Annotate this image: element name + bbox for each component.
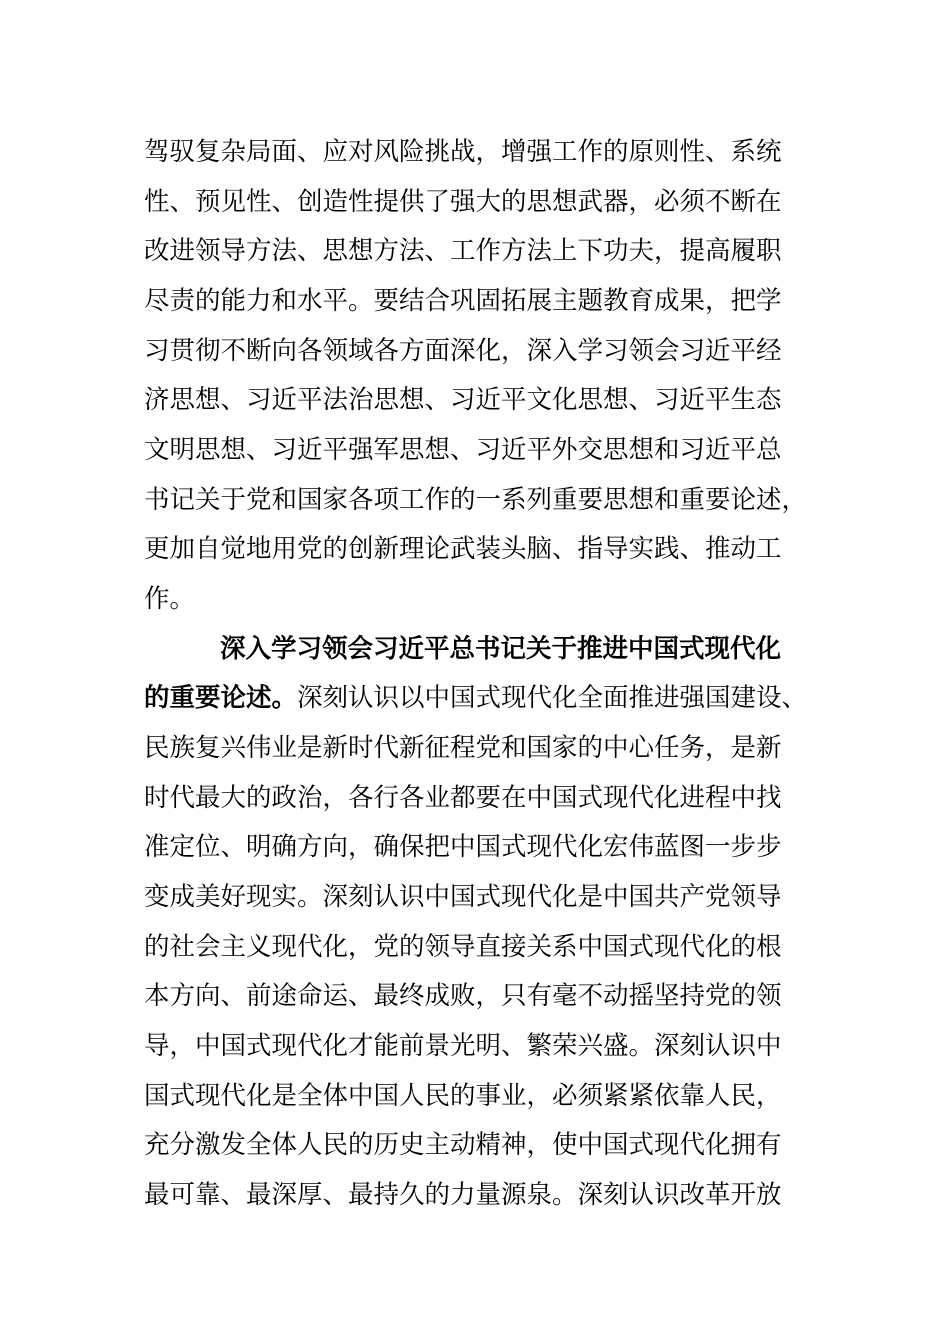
paragraph-line: 济思想、习近平法治思想、习近平文化思想、习近平生态 (144, 385, 782, 415)
paragraph-line-mixed (144, 680, 807, 716)
paragraph-line: 本方向、前途命运、最终成败，只有毫不动摇坚持党的领 (144, 981, 782, 1011)
paragraph-line: 驾驭复杂局面、应对风险挑战，增强工作的原则性、系统 (144, 137, 782, 167)
section-heading-end: 的重要论述。 (144, 683, 298, 713)
paragraph-line: 文明思想、习近平强军思想、习近平外交思想和习近平总 (144, 435, 782, 465)
paragraph-line: 尽责的能力和水平。要结合巩固拓展主题教育成果，把学 (144, 286, 782, 316)
paragraph-line: 的社会主义现代化，党的领导直接关系中国式现代化的根 (144, 932, 782, 962)
paragraph-line: 作。 (144, 584, 196, 614)
paragraph-line: 时代最大的政治，各行各业都要在中国式现代化进程中找 (144, 783, 782, 813)
paragraph-line: 民族复兴伟业是新时代新征程党和国家的中心任务，是新 (144, 733, 782, 763)
paragraph-text: 深刻认识以中国式现代化全面推进强国建设、 (297, 683, 808, 713)
paragraph-line: 性、预见性、创造性提供了强大的思想武器，必须不断在 (144, 187, 782, 217)
paragraph-line: 书记关于党和国家各项工作的一系列重要思想和重要论述， (144, 485, 808, 515)
paragraph-line: 充分激发全体人民的历史主动精神，使中国式现代化拥有 (144, 1130, 782, 1160)
paragraph-line: 导，中国式现代化才能前景光明、繁荣兴盛。深刻认识中 (144, 1031, 782, 1061)
paragraph-line: 改进领导方法、思想方法、工作方法上下功夫，提高履职 (144, 236, 782, 266)
paragraph-line: 更加自觉地用党的创新理论武装头脑、指导实践、推动工 (144, 534, 782, 564)
paragraph-line: 习贯彻不断向各领域各方面深化，深入学习领会习近平经 (144, 336, 782, 366)
paragraph-line: 变成美好现实。深刻认识中国式现代化是中国共产党领导 (144, 882, 782, 912)
paragraph-line: 最可靠、最深厚、最持久的力量源泉。深刻认识改革开放 (144, 1180, 782, 1210)
paragraph-line: 准定位、明确方向，确保把中国式现代化宏伟蓝图一步步 (144, 832, 782, 862)
section-heading: 深入学习领会习近平总书记关于推进中国式现代化 (220, 634, 782, 664)
paragraph-line: 国式现代化是全体中国人民的事业，必须紧紧依靠人民， (144, 1081, 782, 1111)
